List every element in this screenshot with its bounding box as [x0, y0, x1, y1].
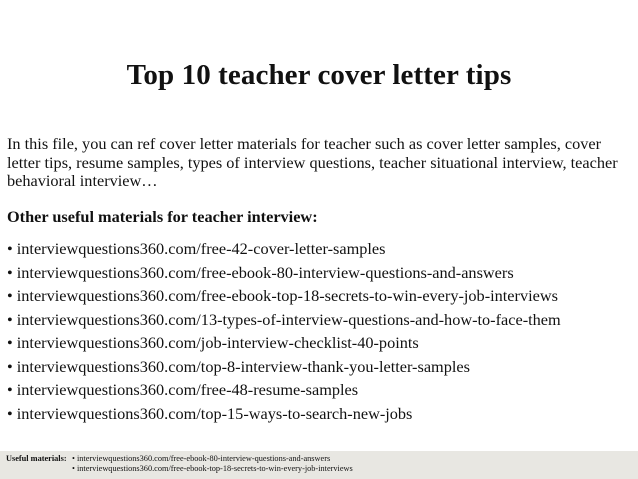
intro-paragraph: In this file, you can ref cover letter materials for teacher such as cover letter samples, cover letter tips, resume samples, types of interview questions, teacher situational interview, teacher behavioral interview… [7, 134, 618, 190]
list-item: • interviewquestions360.com/job-interview-checklist-40-points [7, 333, 419, 352]
materials-list [7, 239, 561, 427]
other-materials-heading: Other useful materials for teacher interview: [7, 207, 318, 226]
footer-item: • interviewquestions360.com/free-ebook-top-18-secrets-to-win-every-job-interviews [72, 464, 353, 473]
footer-item: • interviewquestions360.com/free-ebook-80-interview-questions-and-answers [72, 454, 331, 463]
footer-bar [0, 451, 638, 479]
list-item: • interviewquestions360.com/top-15-ways-to-search-new-jobs [7, 403, 413, 423]
footer-materials-list [72, 454, 353, 474]
list-item: • interviewquestions360.com/free-48-resume-samples [7, 380, 359, 399]
list-item: • interviewquestions360.com/free-42-cover-letter-samples [7, 239, 386, 258]
footer-label: Useful materials: [6, 454, 67, 463]
list-item: • interviewquestions360.com/free-ebook-80-interview-questions-and-answers [7, 262, 514, 282]
list-item: • interviewquestions360.com/free-ebook-top-18-secrets-to-win-every-job-interviews [7, 286, 558, 305]
list-item: • interviewquestions360.com/top-8-interview-thank-you-letter-samples [7, 356, 470, 376]
list-item: • interviewquestions360.com/13-types-of-interview-questions-and-how-to-face-them [7, 309, 561, 329]
page-title: Top 10 teacher cover letter tips [126, 59, 512, 91]
